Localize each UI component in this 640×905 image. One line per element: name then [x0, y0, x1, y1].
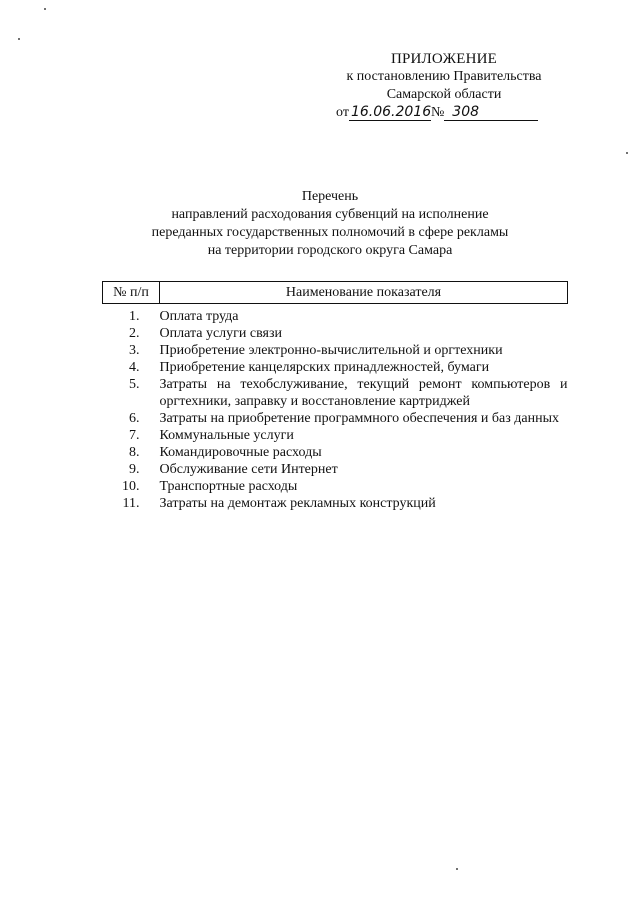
- scan-speck: [626, 152, 628, 154]
- title-line-1: Перечень: [301, 189, 359, 204]
- annex-line-1: к постановлению Правительства: [346, 69, 542, 84]
- annex-block: [334, 50, 554, 122]
- title-line-4: на территории городского округа Самара: [207, 243, 453, 258]
- handwritten-date: 16.06.2016: [350, 104, 432, 120]
- table-header-row: [103, 282, 568, 304]
- document-title: [60, 188, 600, 260]
- row-text: Затраты на приобретение программного обеспечения и баз данных: [159, 411, 559, 426]
- row-number: 6.: [129, 411, 140, 426]
- row-text: Приобретение электронно-вычислительной и оргтехники: [159, 343, 503, 358]
- row-text: Обслуживание сети Интернет: [159, 462, 338, 477]
- number-label: №: [430, 105, 445, 120]
- scan-speck: [18, 38, 20, 40]
- row-text: Приобретение канцелярских принадлежностей, бумаги: [159, 360, 490, 375]
- table-row: [103, 461, 568, 478]
- row-number: 11.: [122, 496, 140, 511]
- indicators-table: [102, 281, 568, 512]
- row-number: 10.: [122, 479, 140, 494]
- table-row: [103, 376, 568, 410]
- table-row: [103, 410, 568, 427]
- row-number: 2.: [129, 326, 140, 341]
- title-line-3: переданных государственных полномочий в сфере рекламы: [151, 225, 509, 240]
- annex-title: ПРИЛОЖЕНИЕ: [390, 51, 498, 67]
- table-row: [103, 359, 568, 376]
- table-row: [103, 342, 568, 359]
- row-text: Оплата труда: [159, 309, 239, 324]
- table-row: [103, 444, 568, 461]
- header-number: № п/п: [103, 282, 160, 304]
- handwritten-number: 308: [444, 104, 538, 121]
- row-text: Командировочные расходы: [159, 445, 322, 460]
- row-number: 7.: [129, 428, 140, 443]
- row-text: Транспортные расходы: [159, 479, 298, 494]
- row-text: Коммунальные услуги: [159, 428, 294, 443]
- row-number: 9.: [129, 462, 140, 477]
- table-row: [103, 304, 568, 326]
- scan-speck: [456, 868, 458, 870]
- row-number: 1.: [129, 309, 140, 324]
- row-number: 3.: [129, 343, 140, 358]
- annex-line-2: Самарской области: [386, 87, 502, 102]
- table-row: [103, 478, 568, 495]
- title-line-2: направлений расходования субвенций на исполнение: [171, 207, 489, 222]
- table-row: [103, 325, 568, 342]
- row-text: Оплата услуги связи: [159, 326, 282, 341]
- row-text: Затраты на демонтаж рекламных конструкций: [159, 496, 436, 511]
- table-row: [103, 495, 568, 512]
- from-label: от: [336, 105, 349, 120]
- scan-speck: [44, 8, 46, 10]
- row-number: 4.: [129, 360, 140, 375]
- annex-date-number-line: [334, 104, 554, 122]
- header-name: Наименование показателя: [160, 282, 568, 304]
- table-row: [103, 427, 568, 444]
- row-number: 8.: [129, 445, 140, 460]
- row-number: 5.: [129, 377, 140, 392]
- row-text: Затраты на техобслуживание, текущий ремонт компьютеров и оргтехники, заправку и восстановление картриджей: [159, 377, 568, 409]
